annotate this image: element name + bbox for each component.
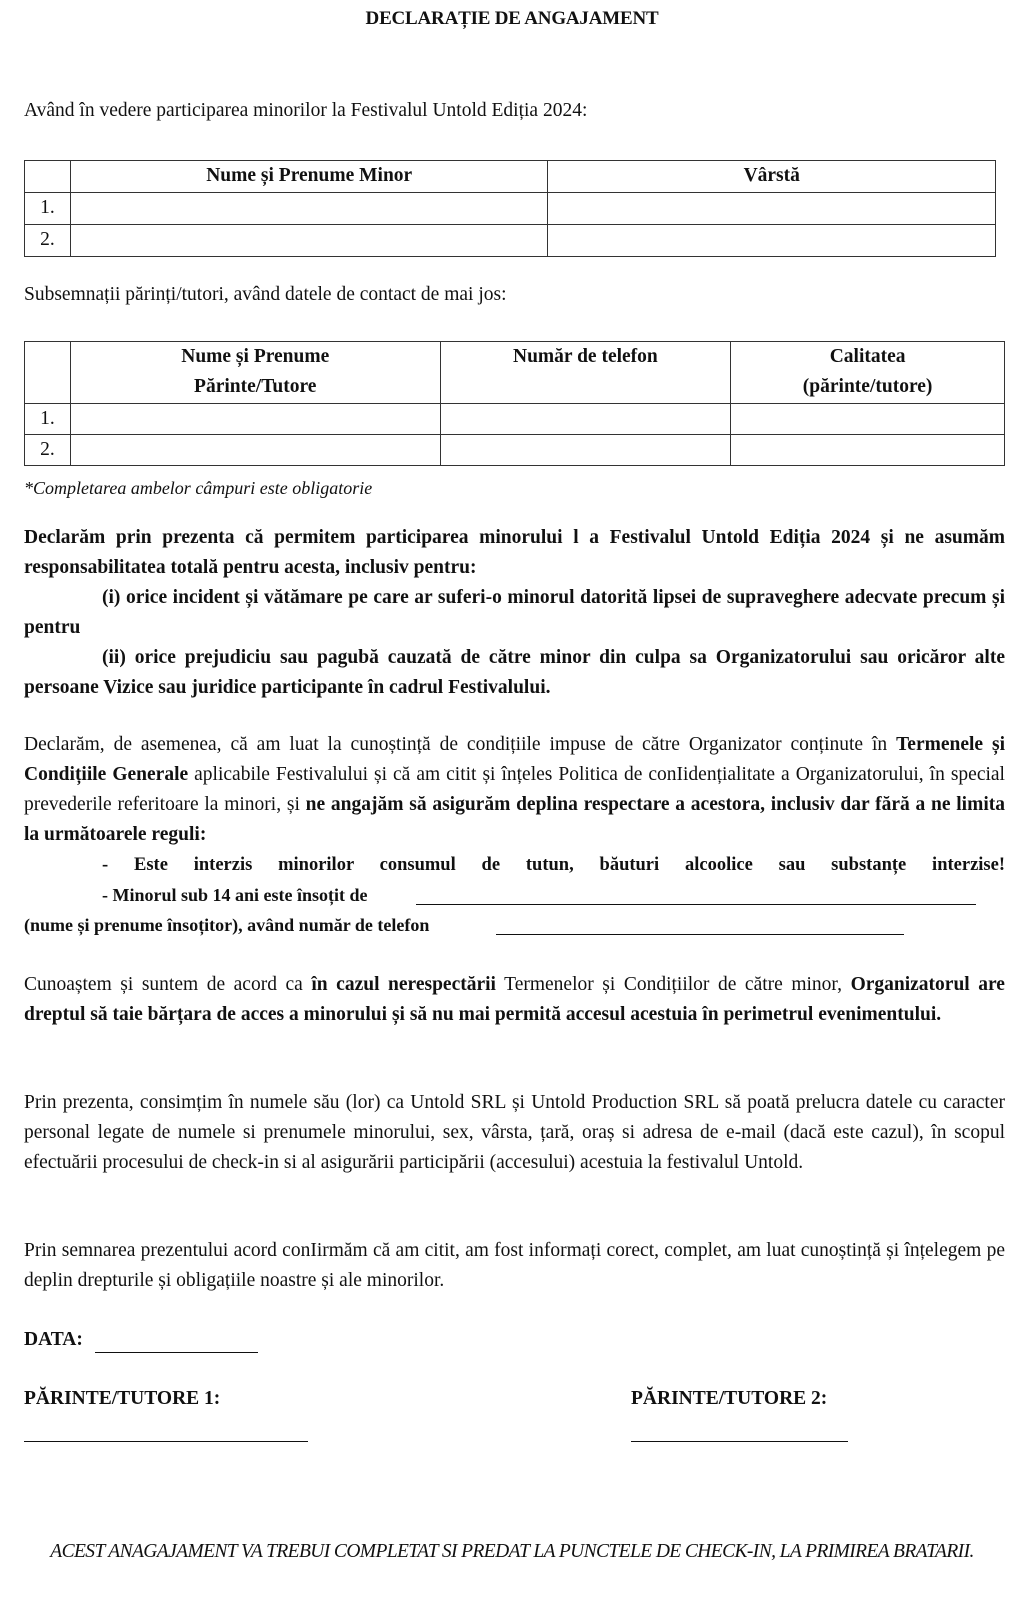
declaration-item-ii-text: (ii) orice prejudiciu sau pagubă cauzată de către minor din culpa sa Organizatorului sau oricăror alte persoane Vizice sau juridice participante în cadrul Festivalului. <box>24 647 1005 698</box>
minors-header-age: Vârstă <box>548 161 996 193</box>
breach-bold-2: Organizatorul are dreptul să taie bărțara de acces a minorului și să nu mai permită accesul acestuia în perimetrul evenimentului. <box>24 974 1005 1025</box>
rule-no-substances: - Este interzis minorilor consumul de tutun, băuturi alcoolice sau substanțe interzise! <box>102 855 1005 875</box>
parent2-signature-label: PĂRINTE/TUTORE 2: <box>631 1388 828 1409</box>
breach-bold-1: în cazul nerespectării <box>311 974 496 995</box>
parent1-signature-label: PĂRINTE/TUTORE 1: <box>24 1388 221 1409</box>
parent-quality-field[interactable] <box>731 435 1005 466</box>
table-row <box>25 404 1005 435</box>
parent-name-field[interactable] <box>70 404 440 435</box>
parents-table-header <box>25 342 1005 404</box>
terms-commitment: ne angajăm să asigurăm deplina respectare a acestora, inclusiv dar fără a ne limita la următoarele reguli: <box>24 794 1005 845</box>
intro-text: Având în vedere participarea minorilor la Festivalul Untold Ediția 2024: <box>24 100 588 121</box>
date-field-line[interactable] <box>95 1352 258 1353</box>
parent-name-field[interactable] <box>70 435 440 466</box>
row-number: 2. <box>25 435 71 466</box>
parent-quality-field[interactable] <box>731 404 1005 435</box>
declaration-intro: Declarăm prin prezenta că permitem participarea minorului l a Festivalul Untold Ediția 2024 și ne asumăm responsabilitatea totală pentru acesta, inclusiv pentru: <box>24 527 1005 578</box>
parents-header-name-line1: Nume și Prenume <box>181 346 330 367</box>
terms-paragraph <box>24 730 1005 850</box>
minor-age-field[interactable] <box>548 193 996 225</box>
parents-header-quality <box>731 342 1005 404</box>
terms-link-text: Termenele și Condițiile Generale <box>24 734 1005 785</box>
table-row <box>25 193 996 225</box>
rule-companion <box>102 880 1005 910</box>
breach-text-1: Cunoaștem și suntem de acord ca <box>24 974 312 995</box>
companion-name-line[interactable] <box>416 904 976 905</box>
minor-name-field[interactable] <box>70 193 548 225</box>
parent2-signature-line[interactable] <box>631 1441 848 1442</box>
parent1-signature-line[interactable] <box>24 1441 308 1442</box>
minor-name-field[interactable] <box>70 225 548 257</box>
parents-header-num <box>25 342 71 404</box>
document-title: DECLARAȚIE DE ANGAJAMENT <box>365 8 659 29</box>
minors-header-name: Nume și Prenume Minor <box>70 161 548 193</box>
parents-intro-text: Subsemnații părinți/tutori, având datele de contact de mai jos: <box>24 284 507 305</box>
breach-text-2: Termenelor și Condițiilor de către minor, <box>495 974 851 995</box>
gdpr-paragraph: Prin prezenta, consimțim în numele său (lor) ca Untold SRL și Untold Production SRL să poată prelucra datele cu caracter personal legate de numele si prenumele minorului, sex, vârsta, țară, oraș si adresa de e-mail (dacă este cazul), în scopul efectuării procesului de check-in si al asigurării participării (accesului) acestuia la festivalul Untold. <box>24 1092 1005 1173</box>
parents-header-quality-line2: (părinte/tutore) <box>802 376 933 397</box>
table-row <box>25 225 996 257</box>
minor-age-field[interactable] <box>548 225 996 257</box>
declaration-block <box>24 523 1005 583</box>
declaration-item-ii-block <box>24 643 1005 703</box>
parents-header-name-line2: Părinte/Tutore <box>194 376 317 397</box>
row-number: 1. <box>25 193 71 225</box>
minors-table <box>24 160 996 257</box>
minors-table-header <box>25 161 996 193</box>
table-row <box>25 435 1005 466</box>
rule-companion-label: - Minorul sub 14 ani este însoțit de <box>102 885 368 905</box>
parents-table <box>24 341 1005 466</box>
parents-header-phone: Număr de telefon <box>440 342 731 404</box>
declaration-item-i-text: (i) orice incident și vătămare pe care ar suferi-o minorul datorită lipsei de supraveghere adecvate precum și pentru <box>24 587 1005 638</box>
parents-header-name <box>70 342 440 404</box>
footer-instructions: ACEST ANAGAJAMENT VA TREBUI COMPLETAT SI PREDAT LA PUNCTELE DE CHECK-IN, LA PRIMIREA BRATARII. <box>50 1541 974 1562</box>
minors-header-num <box>25 161 71 193</box>
row-number: 2. <box>25 225 71 257</box>
parents-header-quality-line1: Calitatea <box>829 346 906 367</box>
row-number: 1. <box>25 404 71 435</box>
companion-phone-line[interactable] <box>496 934 904 935</box>
parent-phone-field[interactable] <box>440 435 731 466</box>
declaration-item-i-block <box>24 583 1005 643</box>
breach-paragraph <box>24 970 1005 1030</box>
confirmation-paragraph: Prin semnarea prezentului acord conIirmăm că am citit, am fost informați corect, complet, am luat cunoștință și înțelegem pe deplin drepturile și obligațiile noastre și ale minorilor. <box>24 1240 1005 1291</box>
terms-text-2: aplicabile Festivalului și că am citit și înțeles Politica de conIidențialitate a Organizatorului, în special prevederile referitoare la minori, și <box>24 764 1005 815</box>
terms-text-1: Declarăm, de asemenea, că am luat la cunoștință de condițiile impuse de către Organizator conținute în <box>24 734 897 755</box>
parent-phone-field[interactable] <box>440 404 731 435</box>
companion-phone-row <box>24 910 1005 940</box>
date-label: DATA: <box>24 1329 83 1350</box>
required-fields-note: *Completarea ambelor câmpuri este obligatorie <box>24 478 373 498</box>
companion-phone-label: (nume și prenume însoțitor), având număr de telefon <box>24 915 430 935</box>
